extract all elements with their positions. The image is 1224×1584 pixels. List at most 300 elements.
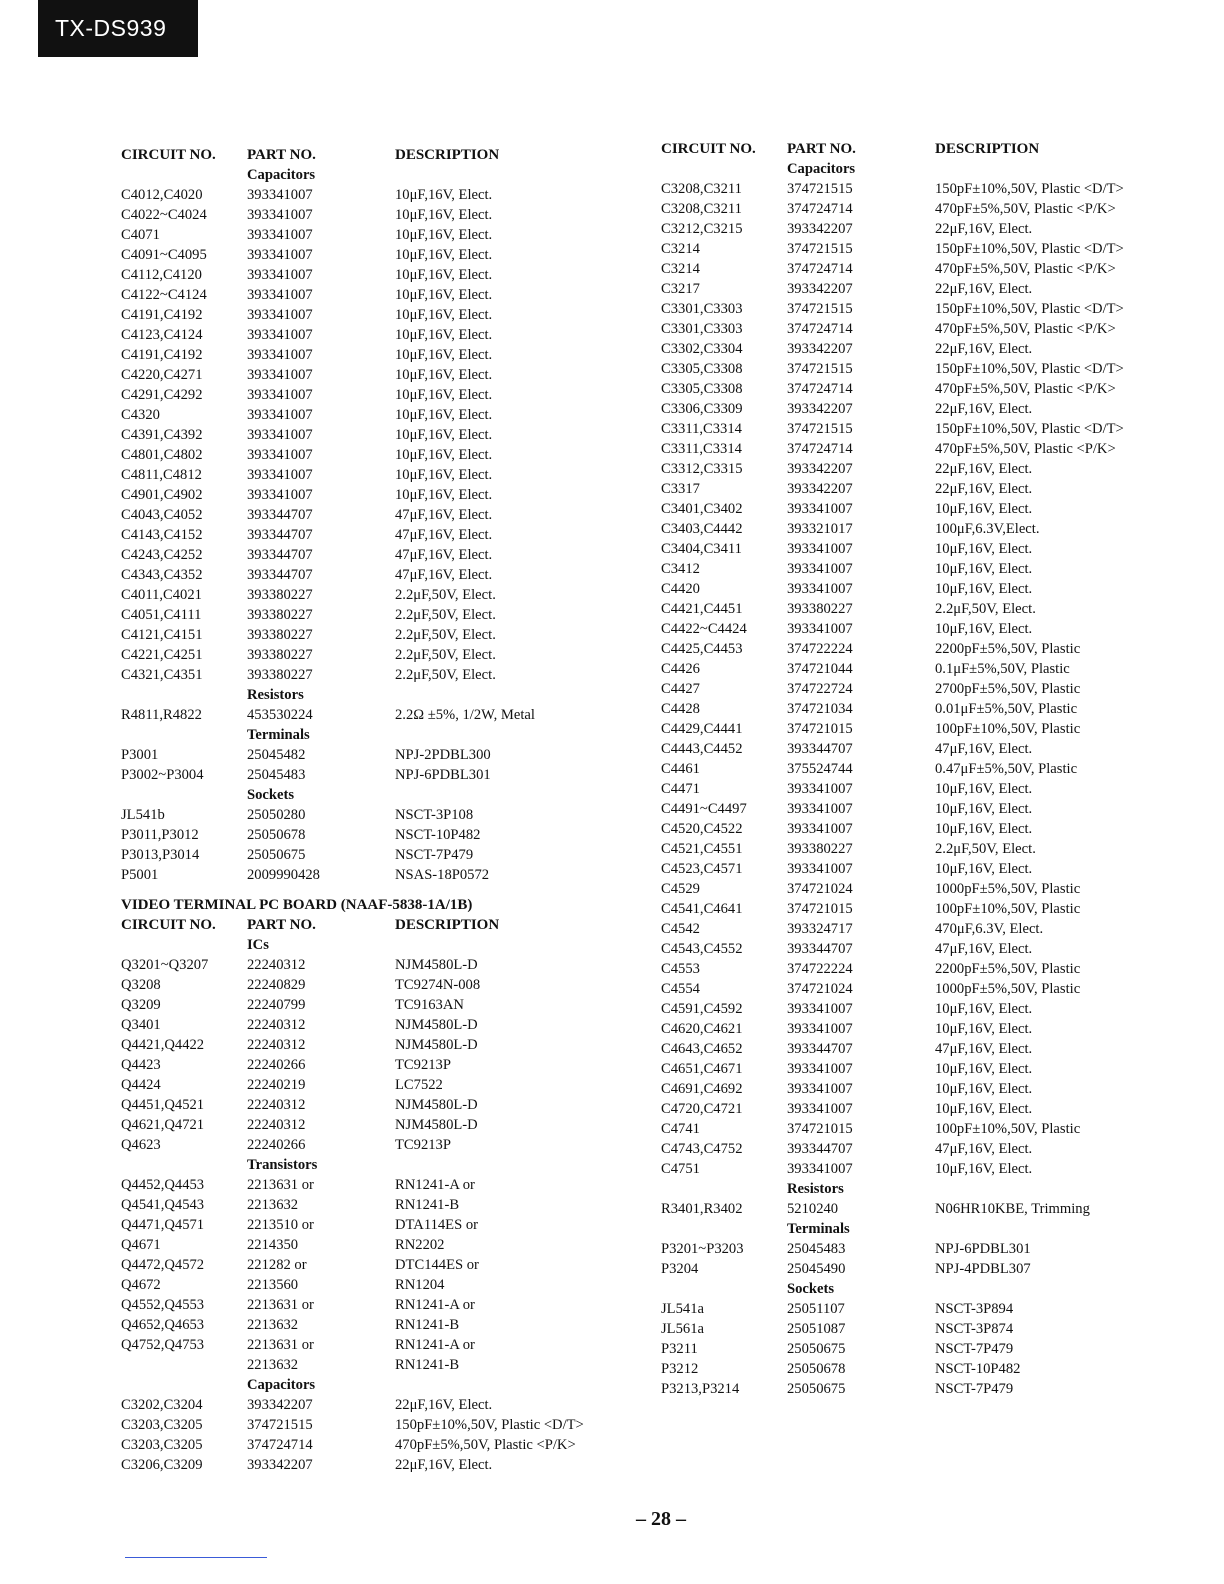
part-no-cell: 393342207 bbox=[787, 340, 853, 357]
table-row bbox=[661, 739, 1181, 759]
table-row bbox=[661, 559, 1181, 579]
table-row bbox=[121, 1135, 641, 1155]
table-row bbox=[661, 899, 1181, 919]
circuit-no-cell: C4191,C4192 bbox=[121, 306, 203, 323]
circuit-no-cell: C3305,C3308 bbox=[661, 360, 743, 377]
description-cell: 470pF±5%,50V, Plastic <P/K> bbox=[935, 200, 1116, 217]
part-no-cell: 25045483 bbox=[247, 766, 306, 783]
circuit-no-cell: C4521,C4551 bbox=[661, 840, 743, 857]
board-title: VIDEO TERMINAL PC BOARD (NAAF-5838-1A/1B) bbox=[121, 897, 473, 913]
part-no-cell: 2213631 or bbox=[247, 1296, 314, 1313]
part-no-cell: 375524744 bbox=[787, 760, 853, 777]
part-no-cell: 393380227 bbox=[247, 666, 313, 683]
circuit-no-cell: C4471 bbox=[661, 780, 700, 797]
table-row bbox=[121, 345, 641, 365]
part-no-cell: 393341007 bbox=[787, 500, 853, 517]
part-no-cell: 2009990428 bbox=[247, 866, 320, 883]
part-no-cell: 393342207 bbox=[787, 280, 853, 297]
circuit-no-cell: C4043,C4052 bbox=[121, 506, 203, 523]
circuit-no-cell: Q4672 bbox=[121, 1276, 161, 1293]
circuit-no-cell: C4420 bbox=[661, 580, 700, 597]
table-row bbox=[121, 955, 641, 975]
table-row bbox=[661, 859, 1181, 879]
description-cell: RN1204 bbox=[395, 1276, 445, 1293]
table-row bbox=[661, 359, 1181, 379]
circuit-no-cell: C3206,C3209 bbox=[121, 1456, 203, 1473]
description-cell: RN2202 bbox=[395, 1236, 445, 1253]
description-header: DESCRIPTION bbox=[395, 146, 500, 163]
section-label: Sockets bbox=[247, 786, 295, 803]
part-no-cell: 374724714 bbox=[787, 440, 853, 457]
table-row bbox=[121, 705, 641, 725]
circuit-no-cell: C4529 bbox=[661, 880, 700, 897]
description-cell: 2.2μF,50V, Elect. bbox=[395, 646, 496, 663]
part-no-cell: 393324717 bbox=[787, 920, 853, 937]
description-cell: 2.2μF,50V, Elect. bbox=[395, 586, 496, 603]
description-cell: 47μF,16V, Elect. bbox=[935, 940, 1033, 957]
circuit-no-cell: C3306,C3309 bbox=[661, 400, 743, 417]
description-cell: 1000pF±5%,50V, Plastic bbox=[935, 980, 1081, 997]
circuit-no-cell: C4112,C4120 bbox=[121, 266, 202, 283]
circuit-no-cell: Q4471,Q4571 bbox=[121, 1216, 205, 1233]
circuit-no-cell: C4143,C4152 bbox=[121, 526, 203, 543]
circuit-no-cell: C4422~C4424 bbox=[661, 620, 747, 637]
section-title bbox=[121, 1155, 641, 1175]
table-row bbox=[121, 825, 641, 845]
part-no-cell: 393341007 bbox=[247, 466, 313, 483]
description-cell: 10μF,16V, Elect. bbox=[395, 286, 493, 303]
part-no-cell: 221282 or bbox=[247, 1256, 307, 1273]
description-cell: NPJ-4PDBL307 bbox=[935, 1260, 1031, 1277]
description-cell: RN1241-A or bbox=[395, 1296, 475, 1313]
description-cell: 10μF,16V, Elect. bbox=[395, 446, 493, 463]
description-cell: 10μF,16V, Elect. bbox=[935, 800, 1033, 817]
description-cell: NJM4580L-D bbox=[395, 1036, 478, 1053]
table-row bbox=[661, 639, 1181, 659]
part-no-cell: 25045482 bbox=[247, 746, 306, 763]
table-row bbox=[121, 205, 641, 225]
description-cell: 10μF,16V, Elect. bbox=[935, 820, 1033, 837]
circuit-no-cell: P3201~P3203 bbox=[661, 1240, 744, 1257]
part-no-cell: 393344707 bbox=[787, 1140, 853, 1157]
description-cell: 10μF,16V, Elect. bbox=[935, 560, 1033, 577]
circuit-no-cell: C4751 bbox=[661, 1160, 700, 1177]
table-row bbox=[121, 465, 641, 485]
part-no-cell: 393342207 bbox=[787, 480, 853, 497]
table-row bbox=[121, 285, 641, 305]
description-cell: 10μF,16V, Elect. bbox=[395, 226, 493, 243]
circuit-no-cell: C3208,C3211 bbox=[661, 180, 742, 197]
part-no-cell: 2213632 bbox=[247, 1356, 299, 1373]
description-cell: NSCT-3P108 bbox=[395, 806, 474, 823]
description-cell: TC9213P bbox=[395, 1136, 451, 1153]
table-row bbox=[661, 1259, 1181, 1279]
circuit-no-cell: C4591,C4592 bbox=[661, 1000, 743, 1017]
table-row bbox=[661, 939, 1181, 959]
part-no-cell: 393341007 bbox=[247, 446, 313, 463]
table-row bbox=[661, 799, 1181, 819]
part-no-cell: 393341007 bbox=[787, 1160, 853, 1177]
part-no-cell: 2213632 bbox=[247, 1196, 299, 1213]
table-row bbox=[661, 1239, 1181, 1259]
section-title bbox=[121, 1375, 641, 1395]
table-row bbox=[121, 605, 641, 625]
table-row bbox=[121, 765, 641, 785]
circuit-no-cell: Q4472,Q4572 bbox=[121, 1256, 205, 1273]
part-no-cell: 393380227 bbox=[247, 646, 313, 663]
description-cell: 10μF,16V, Elect. bbox=[395, 206, 493, 223]
description-cell: DTC144ES or bbox=[395, 1256, 479, 1273]
part-no-cell: 393341007 bbox=[247, 406, 313, 423]
part-no-cell: 25050280 bbox=[247, 806, 306, 823]
circuit-no-cell: C3301,C3303 bbox=[661, 320, 743, 337]
description-cell: 100μF,6.3V,Elect. bbox=[935, 520, 1040, 537]
circuit-no-cell: C3317 bbox=[661, 480, 700, 497]
circuit-no-cell: R3401,R3402 bbox=[661, 1200, 743, 1217]
table-row bbox=[121, 1435, 641, 1455]
description-cell: 2.2μF,50V, Elect. bbox=[935, 840, 1036, 857]
circuit-no-cell: C4191,C4192 bbox=[121, 346, 203, 363]
table-row bbox=[661, 599, 1181, 619]
circuit-no-cell: C4543,C4552 bbox=[661, 940, 743, 957]
part-no-cell: 374724714 bbox=[787, 200, 853, 217]
circuit-no-cell: C3305,C3308 bbox=[661, 380, 743, 397]
part-no-cell: 2213510 or bbox=[247, 1216, 314, 1233]
part-no-cell: 374721015 bbox=[787, 1120, 853, 1137]
description-cell: 22μF,16V, Elect. bbox=[395, 1396, 493, 1413]
part-no-header: PART NO. bbox=[787, 140, 856, 157]
circuit-no-cell: C4691,C4692 bbox=[661, 1080, 743, 1097]
part-no-cell: 374721515 bbox=[787, 240, 853, 257]
description-cell: 100pF±10%,50V, Plastic bbox=[935, 720, 1081, 737]
description-cell: TC9274N-008 bbox=[395, 976, 481, 993]
part-no-cell: 393342207 bbox=[787, 220, 853, 237]
section-title bbox=[121, 785, 641, 805]
description-header: DESCRIPTION bbox=[395, 916, 500, 933]
section-title bbox=[661, 1279, 1181, 1299]
table-row bbox=[121, 1355, 641, 1375]
part-no-cell: 25050675 bbox=[247, 846, 306, 863]
circuit-no-cell: C3311,C3314 bbox=[661, 440, 742, 457]
description-cell: 10μF,16V, Elect. bbox=[395, 466, 493, 483]
part-no-cell: 374722224 bbox=[787, 960, 853, 977]
circuit-no-cell: P3001 bbox=[121, 746, 159, 763]
part-no-cell: 393341007 bbox=[247, 246, 313, 263]
description-cell: 10μF,16V, Elect. bbox=[395, 266, 493, 283]
description-cell: 150pF±10%,50V, Plastic <D/T> bbox=[935, 240, 1124, 257]
part-no-cell: 393341007 bbox=[787, 860, 853, 877]
section-label: Terminals bbox=[247, 726, 310, 743]
circuit-no-cell: C3212,C3215 bbox=[661, 220, 743, 237]
table-row bbox=[661, 539, 1181, 559]
table-row bbox=[661, 1199, 1181, 1219]
description-cell: 1000pF±5%,50V, Plastic bbox=[935, 880, 1081, 897]
table-row bbox=[661, 1119, 1181, 1139]
description-cell: NSCT-3P894 bbox=[935, 1300, 1014, 1317]
description-cell: 2.2Ω ±5%, 1/2W, Metal bbox=[395, 706, 535, 723]
description-cell: NPJ-6PDBL301 bbox=[935, 1240, 1031, 1257]
table-row bbox=[121, 185, 641, 205]
part-no-cell: 393341007 bbox=[787, 1000, 853, 1017]
page-number: – 28 – bbox=[636, 1508, 686, 1530]
table-row bbox=[661, 699, 1181, 719]
table-row bbox=[121, 1315, 641, 1335]
circuit-no-cell: C4022~C4024 bbox=[121, 206, 207, 223]
table-row bbox=[121, 995, 641, 1015]
table-row bbox=[661, 619, 1181, 639]
table-row bbox=[661, 819, 1181, 839]
circuit-no-cell: C4320 bbox=[121, 406, 160, 423]
circuit-no-cell: C4321,C4351 bbox=[121, 666, 203, 683]
circuit-no-cell: R4811,R4822 bbox=[121, 706, 202, 723]
table-row bbox=[661, 179, 1181, 199]
description-cell: 150pF±10%,50V, Plastic <D/T> bbox=[395, 1416, 584, 1433]
description-cell: 10μF,16V, Elect. bbox=[935, 1160, 1033, 1177]
table-row bbox=[121, 1275, 641, 1295]
section-label: Capacitors bbox=[247, 166, 316, 183]
table-row bbox=[121, 305, 641, 325]
section-label: ICs bbox=[247, 936, 269, 953]
description-cell: 10μF,16V, Elect. bbox=[935, 780, 1033, 797]
part-no-cell: 22240219 bbox=[247, 1076, 306, 1093]
table-row bbox=[121, 225, 641, 245]
part-no-cell: 374721015 bbox=[787, 900, 853, 917]
part-no-cell: 374721024 bbox=[787, 980, 853, 997]
table-row bbox=[121, 805, 641, 825]
circuit-no-cell: Q3208 bbox=[121, 976, 161, 993]
table-row bbox=[121, 1455, 641, 1475]
description-cell: 10μF,16V, Elect. bbox=[395, 326, 493, 343]
table-row bbox=[121, 1075, 641, 1095]
circuit-no-cell: Q4451,Q4521 bbox=[121, 1096, 205, 1113]
table-row bbox=[661, 459, 1181, 479]
part-no-cell: 25045490 bbox=[787, 1260, 846, 1277]
circuit-no-cell: C4391,C4392 bbox=[121, 426, 203, 443]
description-cell: 2200pF±5%,50V, Plastic bbox=[935, 640, 1081, 657]
circuit-no-cell: C4811,C4812 bbox=[121, 466, 202, 483]
part-no-cell: 22240312 bbox=[247, 1096, 306, 1113]
description-cell: NPJ-6PDBL301 bbox=[395, 766, 491, 783]
section-label: Transistors bbox=[247, 1156, 318, 1173]
table-row bbox=[661, 199, 1181, 219]
description-cell: N06HR10KBE, Trimming bbox=[935, 1200, 1090, 1217]
table-row bbox=[661, 1379, 1181, 1399]
part-no-cell: 393344707 bbox=[247, 566, 313, 583]
part-no-cell: 393380227 bbox=[787, 600, 853, 617]
description-cell: 10μF,16V, Elect. bbox=[935, 860, 1033, 877]
description-cell: NJM4580L-D bbox=[395, 1116, 478, 1133]
left-column bbox=[121, 145, 641, 1475]
circuit-no-cell: C4651,C4671 bbox=[661, 1060, 743, 1077]
part-no-cell: 393341007 bbox=[787, 620, 853, 637]
part-no-cell: 393341007 bbox=[247, 306, 313, 323]
description-cell: 10μF,16V, Elect. bbox=[935, 1020, 1033, 1037]
table-row bbox=[661, 439, 1181, 459]
section-label: Resistors bbox=[787, 1180, 844, 1197]
part-no-cell: 393344707 bbox=[787, 940, 853, 957]
circuit-no-cell: C4122~C4124 bbox=[121, 286, 207, 303]
part-no-cell: 393341007 bbox=[247, 286, 313, 303]
circuit-no-cell: C3312,C3315 bbox=[661, 460, 743, 477]
part-no-cell: 22240266 bbox=[247, 1056, 306, 1073]
description-cell: 47μF,16V, Elect. bbox=[395, 526, 493, 543]
part-no-cell: 393341007 bbox=[247, 266, 313, 283]
description-cell: NJM4580L-D bbox=[395, 956, 478, 973]
circuit-no-cell: P3212 bbox=[661, 1360, 699, 1377]
description-cell: NPJ-2PDBL300 bbox=[395, 746, 491, 763]
description-cell: NSCT-7P479 bbox=[935, 1380, 1014, 1397]
table-row bbox=[121, 665, 641, 685]
description-cell: 22μF,16V, Elect. bbox=[935, 340, 1033, 357]
description-cell: 470pF±5%,50V, Plastic <P/K> bbox=[935, 260, 1116, 277]
circuit-no-cell: C4720,C4721 bbox=[661, 1100, 743, 1117]
description-cell: 10μF,16V, Elect. bbox=[395, 306, 493, 323]
table-row bbox=[121, 1255, 641, 1275]
table-row bbox=[121, 545, 641, 565]
circuit-no-cell: C4221,C4251 bbox=[121, 646, 203, 663]
table-row bbox=[121, 585, 641, 605]
part-no-cell: 374724714 bbox=[787, 380, 853, 397]
table-row bbox=[121, 1055, 641, 1075]
description-cell: 2.2μF,50V, Elect. bbox=[395, 666, 496, 683]
description-cell: 10μF,16V, Elect. bbox=[395, 406, 493, 423]
description-cell: 2.2μF,50V, Elect. bbox=[935, 600, 1036, 617]
section-label: Terminals bbox=[787, 1220, 850, 1237]
part-no-cell: 393342207 bbox=[787, 460, 853, 477]
table-row bbox=[661, 259, 1181, 279]
circuit-no-cell: C3203,C3205 bbox=[121, 1436, 203, 1453]
description-cell: 0.1μF±5%,50V, Plastic bbox=[935, 660, 1070, 677]
description-cell: 47μF,16V, Elect. bbox=[395, 566, 493, 583]
table-row bbox=[121, 325, 641, 345]
description-cell: 2200pF±5%,50V, Plastic bbox=[935, 960, 1081, 977]
circuit-no-cell: C3401,C3402 bbox=[661, 500, 743, 517]
column-header bbox=[121, 915, 641, 935]
part-no-cell: 393344707 bbox=[247, 546, 313, 563]
description-cell: NSCT-10P482 bbox=[935, 1360, 1021, 1377]
table-row bbox=[661, 1019, 1181, 1039]
column-header bbox=[661, 139, 1181, 159]
section-label: Capacitors bbox=[787, 160, 856, 177]
part-no-cell: 393341007 bbox=[787, 780, 853, 797]
table-row bbox=[661, 499, 1181, 519]
part-no-cell: 393344707 bbox=[247, 506, 313, 523]
part-no-cell: 2213631 or bbox=[247, 1336, 314, 1353]
circuit-no-cell: C4620,C4621 bbox=[661, 1020, 743, 1037]
part-no-header: PART NO. bbox=[247, 916, 316, 933]
table-row bbox=[121, 645, 641, 665]
description-cell: NSCT-10P482 bbox=[395, 826, 481, 843]
table-row bbox=[121, 485, 641, 505]
table-row bbox=[661, 1039, 1181, 1059]
table-row bbox=[661, 239, 1181, 259]
circuit-no-cell: C4491~C4497 bbox=[661, 800, 747, 817]
circuit-no-cell: C4421,C4451 bbox=[661, 600, 743, 617]
circuit-no-cell: C3214 bbox=[661, 240, 700, 257]
footer-rule bbox=[125, 1557, 267, 1558]
left-parts-list bbox=[121, 165, 641, 885]
circuit-no-cell: C4553 bbox=[661, 960, 700, 977]
video-board-parts-list bbox=[121, 935, 641, 1475]
description-cell: RN1241-A or bbox=[395, 1176, 475, 1193]
circuit-no-cell: C4428 bbox=[661, 700, 700, 717]
table-row bbox=[121, 975, 641, 995]
circuit-no-cell: C4071 bbox=[121, 226, 160, 243]
circuit-no-cell: C4643,C4652 bbox=[661, 1040, 743, 1057]
part-no-cell: 2213560 bbox=[247, 1276, 299, 1293]
description-cell: 47μF,16V, Elect. bbox=[935, 1040, 1033, 1057]
circuit-no-cell: C4425,C4453 bbox=[661, 640, 743, 657]
part-no-cell: 453530224 bbox=[247, 706, 313, 723]
description-cell: 10μF,16V, Elect. bbox=[395, 246, 493, 263]
section-label: Sockets bbox=[787, 1280, 835, 1297]
circuit-no-cell: Q4652,Q4653 bbox=[121, 1316, 205, 1333]
part-no-cell: 393344707 bbox=[787, 740, 853, 757]
table-row bbox=[121, 405, 641, 425]
circuit-no-header: CIRCUIT NO. bbox=[121, 146, 216, 163]
description-cell: RN1241-B bbox=[395, 1196, 460, 1213]
circuit-no-cell: C4801,C4802 bbox=[121, 446, 203, 463]
circuit-no-cell: Q4452,Q4453 bbox=[121, 1176, 205, 1193]
table-row bbox=[121, 1095, 641, 1115]
table-row bbox=[661, 1099, 1181, 1119]
table-row bbox=[661, 479, 1181, 499]
part-no-cell: 25045483 bbox=[787, 1240, 846, 1257]
description-cell: NSCT-7P479 bbox=[395, 846, 474, 863]
part-no-cell: 25050678 bbox=[787, 1360, 846, 1377]
circuit-no-cell: Q4424 bbox=[121, 1076, 161, 1093]
circuit-no-cell: C4554 bbox=[661, 980, 700, 997]
circuit-no-cell: Q4552,Q4553 bbox=[121, 1296, 205, 1313]
part-no-cell: 393341007 bbox=[787, 1080, 853, 1097]
part-no-cell: 374722224 bbox=[787, 640, 853, 657]
circuit-no-cell: C4220,C4271 bbox=[121, 366, 203, 383]
part-no-cell: 393341007 bbox=[247, 226, 313, 243]
table-row bbox=[121, 745, 641, 765]
part-no-cell: 2213631 or bbox=[247, 1176, 314, 1193]
table-row bbox=[661, 319, 1181, 339]
circuit-no-cell: P3204 bbox=[661, 1260, 699, 1277]
description-cell: 22μF,16V, Elect. bbox=[935, 460, 1033, 477]
description-cell: 10μF,16V, Elect. bbox=[935, 540, 1033, 557]
part-no-cell: 393380227 bbox=[247, 626, 313, 643]
section-label: Resistors bbox=[247, 686, 304, 703]
part-no-cell: 393342207 bbox=[247, 1396, 313, 1413]
circuit-no-cell: C4541,C4641 bbox=[661, 900, 743, 917]
part-no-cell: 393380227 bbox=[247, 586, 313, 603]
circuit-no-cell: C3214 bbox=[661, 260, 700, 277]
circuit-no-cell: C3311,C3314 bbox=[661, 420, 742, 437]
part-no-cell: 393341007 bbox=[787, 540, 853, 557]
part-no-cell: 22240312 bbox=[247, 1016, 306, 1033]
part-no-cell: 374721015 bbox=[787, 720, 853, 737]
section-title bbox=[121, 725, 641, 745]
part-no-cell: 393380227 bbox=[787, 840, 853, 857]
circuit-no-cell: C4426 bbox=[661, 660, 700, 677]
circuit-no-cell: C3404,C3411 bbox=[661, 540, 742, 557]
section-title bbox=[121, 165, 641, 185]
part-no-cell: 25050675 bbox=[787, 1340, 846, 1357]
description-cell: 10μF,16V, Elect. bbox=[935, 1060, 1033, 1077]
circuit-no-cell: Q4423 bbox=[121, 1056, 161, 1073]
description-cell: 10μF,16V, Elect. bbox=[935, 1080, 1033, 1097]
description-cell: 10μF,16V, Elect. bbox=[395, 386, 493, 403]
description-cell: 150pF±10%,50V, Plastic <D/T> bbox=[935, 420, 1124, 437]
table-row bbox=[661, 579, 1181, 599]
description-cell: 22μF,16V, Elect. bbox=[935, 480, 1033, 497]
part-no-cell: 22240312 bbox=[247, 1036, 306, 1053]
part-no-cell: 393321017 bbox=[787, 520, 853, 537]
